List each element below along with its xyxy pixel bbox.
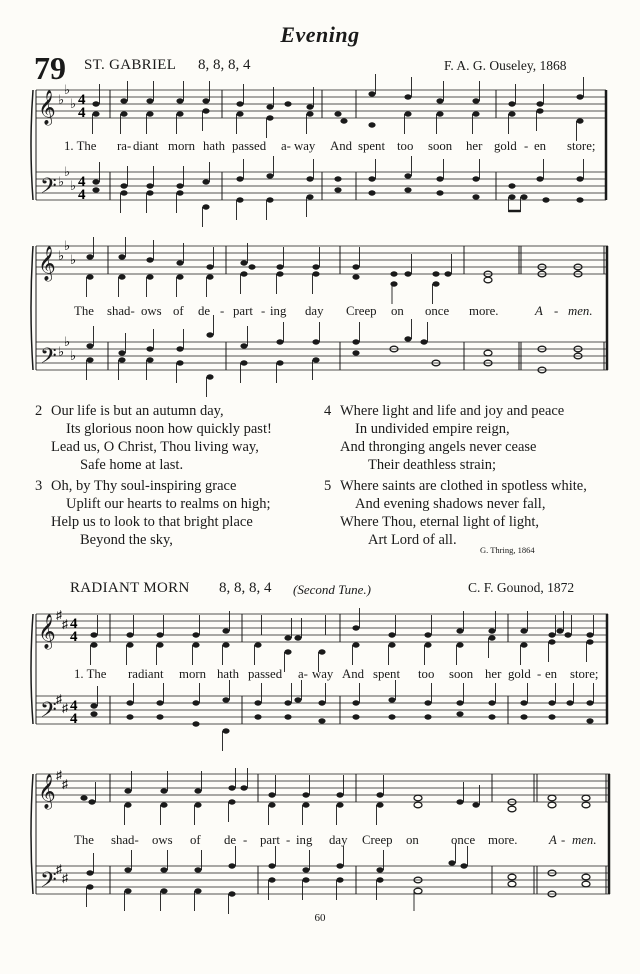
lyric-word: on: [406, 833, 419, 847]
svg-text:♭: ♭: [64, 334, 71, 349]
verse-line: Where Thou, eternal light of light,: [340, 514, 540, 530]
lyric-word: 1. The: [74, 667, 107, 681]
lyric-word: her: [485, 667, 502, 681]
lyric-word: -: [524, 139, 529, 153]
lyric-word: -: [243, 833, 248, 847]
lyric-word: gold: [508, 667, 531, 681]
lyric-word: radiant: [128, 667, 164, 681]
composer-tune-1: F. A. G. Ouseley, 1868: [444, 58, 567, 73]
tune-name-st-gabriel: ST. GABRIEL: [84, 57, 177, 73]
verse-number: 5: [324, 478, 332, 494]
lyric-word: passed: [248, 667, 283, 681]
composer-tune-2: C. F. Gounod, 1872: [468, 580, 575, 595]
verse-line: Its glorious noon how quickly past!: [66, 421, 272, 437]
svg-text:♭: ♭: [64, 238, 71, 253]
verse-line: Art Lord of all.: [368, 532, 457, 548]
section-title: Evening: [280, 22, 360, 47]
lyric-word: Creep: [346, 304, 377, 318]
lyric-word: part: [260, 833, 280, 847]
meter-tune-2: 8, 8, 8, 4: [219, 580, 272, 596]
lyric-word: once: [425, 304, 450, 318]
lyric-word: -: [554, 304, 559, 318]
svg-text:♯: ♯: [56, 862, 62, 876]
lyric-word: passed: [232, 139, 267, 153]
verse-line: Our life is but an autumn day,: [51, 403, 224, 419]
lyric-word: part: [233, 304, 253, 318]
svg-text:4: 4: [70, 616, 78, 632]
lyric-word: shad-: [107, 304, 135, 318]
lyric-word: de: [224, 833, 237, 847]
lyric-word: The: [74, 833, 94, 847]
lyric-word: Creep: [362, 833, 393, 847]
svg-text:𝄢: 𝄢: [40, 344, 57, 374]
lyric-word: men.: [568, 304, 593, 318]
lyric-word: A: [535, 304, 543, 318]
verse-number: 3: [35, 478, 43, 494]
svg-text:♭: ♭: [70, 178, 77, 193]
lyric-word: too: [397, 139, 414, 153]
lyric-word: hath: [217, 667, 240, 681]
svg-text:4: 4: [70, 629, 78, 645]
verse-line: Safe home at last.: [80, 457, 184, 473]
svg-text:𝄢: 𝄢: [40, 868, 57, 898]
svg-text:4: 4: [78, 174, 86, 190]
svg-text:4: 4: [78, 92, 86, 108]
svg-text:♭: ♭: [58, 174, 65, 189]
svg-text:4: 4: [78, 187, 86, 203]
meter-tune-1: 8, 8, 8, 4: [198, 57, 251, 73]
verse-number: 4: [324, 403, 332, 419]
svg-text:♯: ♯: [56, 608, 62, 622]
svg-text:♭: ♭: [70, 348, 77, 363]
svg-text:♭: ♭: [70, 252, 77, 267]
lyric-word: more.: [469, 304, 499, 318]
verse-number: 2: [35, 403, 43, 419]
verse-line: Their deathless strain;: [368, 457, 497, 473]
verse-line: In undivided empire reign,: [355, 421, 510, 437]
lyric-word: -: [220, 304, 225, 318]
lyric-word: of: [173, 304, 184, 318]
svg-text:♭: ♭: [58, 344, 65, 359]
lyric-word: too: [418, 667, 435, 681]
lyric-word: of: [190, 833, 201, 847]
lyric-word: a-: [281, 139, 291, 153]
lyric-word: once: [451, 833, 476, 847]
lyric-word: morn: [168, 139, 196, 153]
verse-line: Where saints are clothed in spotless white,: [340, 478, 587, 494]
lyric-word: on: [391, 304, 404, 318]
lyric-word: morn: [179, 667, 207, 681]
lyric-word: -: [561, 833, 566, 847]
lyric-word: shad-: [111, 833, 139, 847]
lyric-word: -: [286, 833, 291, 847]
lyric-word: The: [74, 304, 94, 318]
svg-text:4: 4: [70, 711, 78, 727]
lyric-word: soon: [449, 667, 474, 681]
lyric-word: ows: [141, 304, 162, 318]
svg-text:♯: ♯: [62, 701, 68, 715]
lyric-word: en: [534, 139, 547, 153]
lyric-word: And: [342, 667, 365, 681]
svg-text:♯: ♯: [56, 768, 62, 782]
lyric-word: ows: [152, 833, 173, 847]
svg-text:♯: ♯: [62, 617, 68, 631]
lyric-word: day: [329, 833, 348, 847]
verse-line: Where light and life and joy and peace: [340, 403, 565, 419]
svg-text:𝄞: 𝄞: [38, 774, 56, 809]
lyric-word: spent: [373, 667, 401, 681]
lyric-word: And: [330, 139, 353, 153]
verse-line: Oh, by Thy soul-inspiring grace: [51, 478, 237, 494]
lyric-word: ing: [270, 304, 287, 318]
hymn-number: 79: [34, 50, 66, 86]
verse-line: Uplift our hearts to realms on high;: [66, 496, 271, 512]
svg-text:4: 4: [78, 105, 86, 121]
lyric-word: store;: [570, 667, 599, 681]
lyric-word: day: [305, 304, 324, 318]
second-tune-note: (Second Tune.): [293, 582, 371, 597]
lyric-word: ra-: [117, 139, 132, 153]
words-attribution: G. Thring, 1864: [480, 545, 535, 555]
lyric-word: soon: [428, 139, 453, 153]
lyric-word: men.: [572, 833, 597, 847]
lyric-word: store;: [567, 139, 596, 153]
lyric-word: ing: [296, 833, 313, 847]
svg-text:𝄢: 𝄢: [40, 698, 57, 728]
page-number: 60: [314, 912, 326, 924]
svg-text:𝄞: 𝄞: [38, 246, 56, 281]
lyric-word: spent: [358, 139, 386, 153]
lyric-word: gold: [494, 139, 517, 153]
svg-text:♭: ♭: [64, 82, 71, 97]
lyric-word: -: [537, 667, 542, 681]
verse-line: Help us to look to that bright place: [51, 514, 253, 530]
lyric-word: more.: [488, 833, 518, 847]
svg-text:♭: ♭: [58, 92, 65, 107]
svg-text:♭: ♭: [64, 164, 71, 179]
lyric-word: way: [294, 139, 316, 153]
verse-line: Beyond the sky,: [80, 532, 173, 548]
verse-line: Lead us, O Christ, Thou living way,: [51, 439, 259, 455]
svg-text:♯: ♯: [62, 871, 68, 885]
lyric-word: de: [198, 304, 211, 318]
tune-2-system-2-score: [0, 764, 640, 914]
lyric-word: diant: [133, 139, 159, 153]
verse-line: And thronging angels never cease: [340, 439, 537, 455]
lyric-word: -: [261, 304, 266, 318]
svg-text:♯: ♯: [56, 692, 62, 706]
svg-text:𝄞: 𝄞: [38, 614, 56, 649]
lyric-word: A: [549, 833, 557, 847]
svg-text:♭: ♭: [70, 96, 77, 111]
svg-text:𝄢: 𝄢: [40, 174, 57, 204]
lyric-word: her: [466, 139, 483, 153]
svg-text:♭: ♭: [58, 248, 65, 263]
lyric-word: 1. The: [64, 139, 97, 153]
svg-text:𝄞: 𝄞: [38, 90, 56, 125]
svg-text:4: 4: [70, 698, 78, 714]
verse-line: And evening shadows never fall,: [355, 496, 546, 512]
tune-name-radiant-morn: RADIANT MORN: [70, 580, 190, 596]
lyric-word: a-: [298, 667, 308, 681]
lyric-word: en: [545, 667, 558, 681]
lyric-word: way: [312, 667, 334, 681]
lyric-word: hath: [203, 139, 226, 153]
svg-text:♯: ♯: [62, 777, 68, 791]
